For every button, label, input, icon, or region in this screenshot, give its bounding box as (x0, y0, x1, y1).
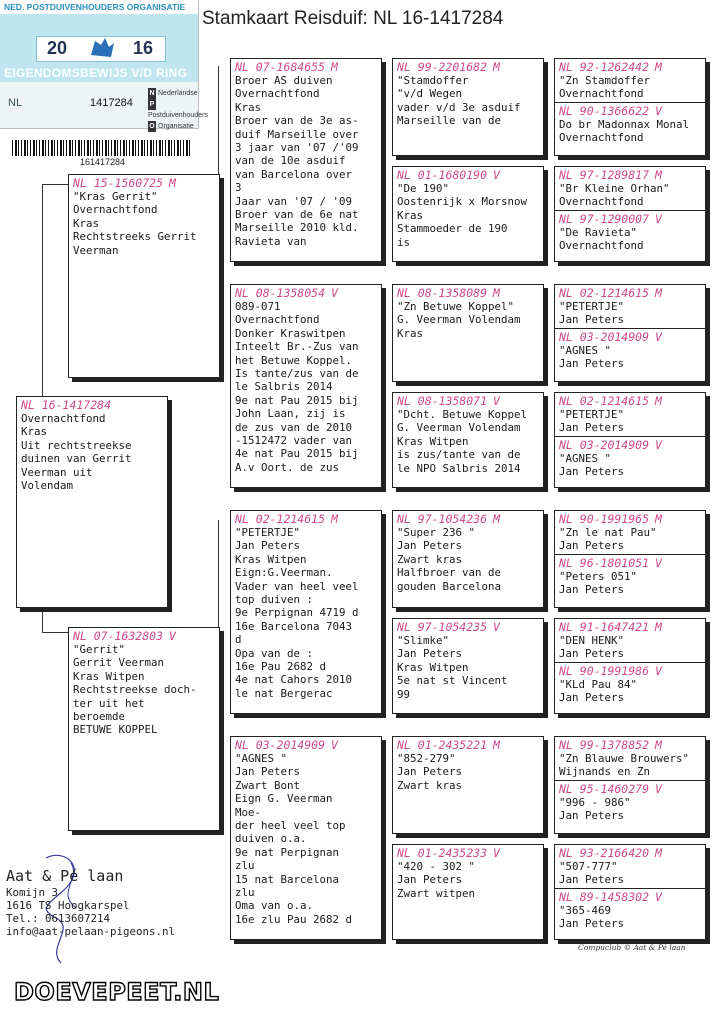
barcode-number: 161417284 (80, 157, 126, 167)
sticker-org: NED. POSTDUIVENHOUDERS ORGANISATIE (0, 0, 198, 14)
pedigree-card-subject: NL 16-1417284 Overnachtfond Kras Uit rechtstreekse duinen van Gerrit Veerman uit Volendam (16, 396, 168, 608)
pedigree-card-g8: NL 01-2435233 V "420 - 302 " Jan Peters Zwart witpen (392, 844, 544, 940)
owner-city: 1616 TS Hoogkarspel (6, 899, 130, 912)
pedigree-card-pair-3: NL 02-1214615 M "PETERTJE" Jan Peters NL 03-2014909 V "AGNES " Jan Peters (554, 284, 706, 382)
sticker-year (36, 36, 166, 62)
owner-phone: Tel.: 0613607214 (6, 912, 111, 925)
ring-number: NL 16-1417284 (21, 398, 112, 412)
pedigree-card-grandsire-maternal: NL 02-1214615 M "PETERTJE" Jan Peters Kras Witpen Eign:G.Veerman. Vader van heel veel top duiven : 9e Perpignan 4719 d 16e Barcelona 7043 d Opa van de : 16e Pau 2682 d 4e nat Cahors 2010 le nat Bergerac (230, 510, 382, 714)
pedigree-card-g6: NL 97-1054235 V "Slimke" Jan Peters Kras Witpen 5e nat st Vincent 99 (392, 618, 544, 714)
pedigree-card-dam: NL 07-1632803 V "Gerrit" Gerrit Veerman Kras Witpen Rechtstreekse doch- ter uit het beroemde BETUWE KOPPEL (68, 627, 220, 831)
pedigree-card-pair-5: NL 90-1991965 M "Zn le nat Pau" Jan Peters NL 96-1801051 V "Peters 051" Jan Peters (554, 510, 706, 608)
owner-info (6, 866, 175, 938)
barcode (12, 140, 190, 156)
pedigree-card-g7: NL 01-2435221 M "852-279" Jan Peters Zwart kras (392, 736, 544, 834)
ring-certificate-sticker (0, 0, 208, 130)
page-title: Stamkaart Reisduif: NL 16-1417284 (202, 8, 504, 29)
pedigree-card-pair-2: NL 97-1289817 M "Br Kleine Orhan" Overnachtfond NL 97-1290007 V "De Ravieta" Overnachtfond (554, 166, 706, 262)
owner-email[interactable]: info@aat-pelaan-pigeons.nl (6, 925, 176, 938)
sticker-country: NL (8, 97, 23, 109)
pedigree-card-g5: NL 97-1054236 M "Super 236 " Jan Peters Zwart kras Halfbroer van de gouden Barcelona (392, 510, 544, 608)
pedigree-card-g2: NL 01-1680190 V "De 190" Oostenrijk x Morsnow Kras Stammoeder de 190 is (392, 166, 544, 262)
sticker-ring-number: 1417284 (90, 97, 133, 109)
pedigree-card-granddam-paternal: NL 08-1358054 V 089-071 Overnachtfond Donker Kraswitpen Inteelt Br.-Zus van het Betuwe Koppel. Is tante/zus van de le Salbris 2014 9e nat Pau 2015 bij John Laan, zij is de zus van de 2010 -1512472 vader van 4e nat Pau 2015 bij A.v Oort. de zus (230, 284, 382, 488)
pedigree-card-pair-7: NL 99-1378852 M "Zn Blauwe Brouwers" Wijnands en Zn NL 95-1460279 V "996 - 986" Jan Peters (554, 736, 706, 834)
owner-name: Aat & Pé laan (6, 867, 124, 885)
watermark: DOEVEPEET.NL (14, 978, 220, 1006)
pedigree-card-g1: NL 99-2201682 M "Stamdoffer "v/d Wegen vader v/d 3e asduif Marseille van de (392, 58, 544, 156)
sticker-year-left: 20 (47, 38, 68, 58)
footer-credit: Compuclub © Aat & Pé laan (578, 943, 686, 952)
pedigree-card-pair-4: NL 02-1214615 M "PETERTJE" Jan Peters NL 03-2014909 V "AGNES " Jan Peters (554, 392, 706, 488)
pedigree-card-sire: NL 15-1560725 M "Kras Gerrit" Overnachtfond Kras Rechtstreeks Gerrit Veerman (68, 174, 220, 378)
npo-lion-icon (87, 35, 117, 66)
sticker-eigendom: EIGENDOMSBEWIJS V/D RING (4, 66, 188, 80)
pedigree-card-pair-8: NL 93-2166420 M "507-777" Jan Peters NL 89-1458302 V "365-469 Jan Peters (554, 844, 706, 940)
pedigree-card-g3: NL 08-1358089 M "Zn Betuwe Koppel" G. Veerman Volendam Kras (392, 284, 544, 382)
pedigree-card-pair-6: NL 91-1647421 M "DEN HENK" Jan Peters NL 90-1991986 V "KLd Pau 84" Jan Peters (554, 618, 706, 714)
pedigree-card-grandsire-paternal: NL 07-1684655 M Broer AS duiven Overnachtfond Kras Broer van de 3e as- duif Marseille over 3 jaar van '07 /'09 van de 10e asduif van Barcelona over 3 Jaar van '07 / '09 Broer van de 6e nat Marseille 2010 kld. Ravieta van (230, 58, 382, 262)
sticker-year-right: 16 (133, 38, 154, 58)
pedigree-card-pair-1: NL 92-1262442 M "Zn Stamdoffer Overnachtfond NL 90-1366622 V Do br Madonnax Monal Overnachtfond (554, 58, 706, 156)
pedigree-card-granddam-maternal: NL 03-2014909 V "AGNES " Jan Peters Zwart Bont Eign G. Veerman Moe- der heel veel top duiven o.a. 9e nat Perpignan zlu 15 nat Barcelona zlu Oma van o.a. 16e zlu Pau 2682 d (230, 736, 382, 940)
pedigree-card-g4: NL 08-1358071 V "Dcht. Betuwe Koppel G. Veerman Volendam Kras Witpen is zus/tante van de le NPO Salbris 2014 (392, 392, 544, 488)
sticker-npo-lines: N Nederlandse PPostduivenhouders O Organisatie (148, 90, 208, 130)
owner-address: Komijn 3 (6, 886, 59, 899)
connector-sire (42, 184, 69, 397)
